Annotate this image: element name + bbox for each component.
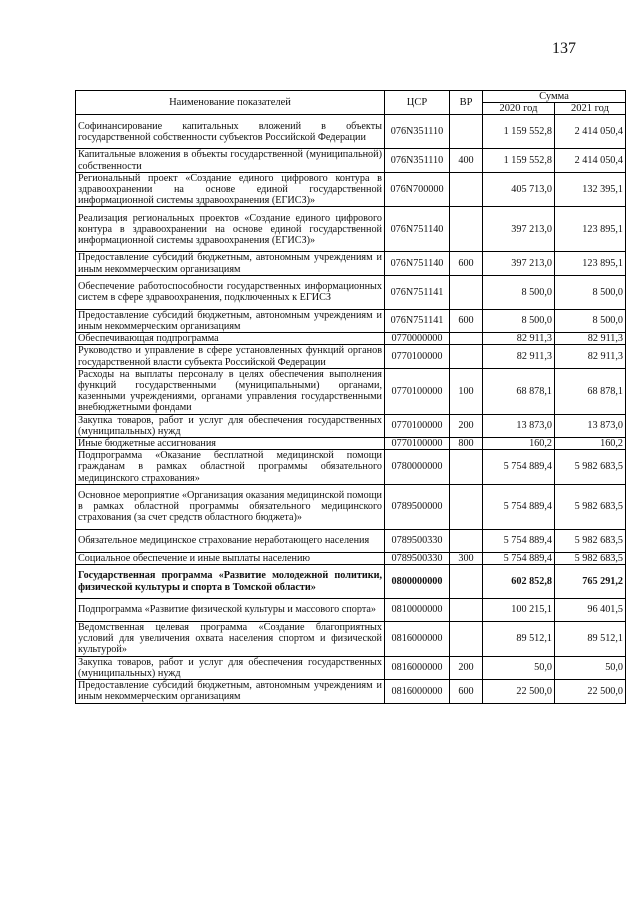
row-2021-value: 96 401,5 — [555, 599, 626, 622]
row-2020-value: 5 754 889,4 — [483, 450, 555, 485]
row-name-cell: Подпрограмма «Развитие физической культуры и массового спорта» — [76, 599, 385, 622]
row-vr-cell — [450, 345, 483, 368]
row-2020-value: 405 713,0 — [483, 172, 555, 207]
header-csr: ЦСР — [385, 91, 450, 115]
row-2020-value: 82 911,3 — [483, 333, 555, 345]
table-row — [76, 333, 626, 345]
row-2020-value: 5 754 889,4 — [483, 529, 555, 552]
row-vr-cell: 800 — [450, 438, 483, 450]
row-2020-value: 160,2 — [483, 438, 555, 450]
row-name-cell: Социальное обеспечение и иные выплаты населению — [76, 552, 385, 564]
row-csr-cell: 0800000000 — [385, 565, 450, 599]
row-2020-value: 100 215,1 — [483, 599, 555, 622]
row-vr-cell: 200 — [450, 414, 483, 437]
row-csr-cell: 0770100000 — [385, 438, 450, 450]
table-row — [76, 275, 626, 309]
row-2021-value: 2 414 050,4 — [555, 149, 626, 172]
row-2020-value: 5 754 889,4 — [483, 484, 555, 529]
table-row — [76, 450, 626, 485]
row-2020-value: 68 878,1 — [483, 368, 555, 414]
row-2020-value: 22 500,0 — [483, 680, 555, 703]
row-name-cell: Иные бюджетные ассигнования — [76, 438, 385, 450]
table-row — [76, 529, 626, 552]
table-row — [76, 552, 626, 564]
row-csr-cell: 0780000000 — [385, 450, 450, 485]
row-vr-cell — [450, 450, 483, 485]
row-name-cell: Капитальные вложения в объекты государственной (муниципальной) собственности — [76, 149, 385, 172]
row-2020-value: 602 852,8 — [483, 565, 555, 599]
row-csr-cell: 0816000000 — [385, 656, 450, 679]
row-vr-cell — [450, 333, 483, 345]
row-csr-cell: 076N700000 — [385, 172, 450, 207]
row-2020-value: 397 213,0 — [483, 207, 555, 252]
row-csr-cell: 0810000000 — [385, 599, 450, 622]
row-2021-value: 5 982 683,5 — [555, 529, 626, 552]
table-row — [76, 680, 626, 703]
row-name-cell: Основное мероприятие «Организация оказания медицинской помощи в рамках областной программы обязательного медицинского страхования (за счет средств областного бюджета)» — [76, 484, 385, 529]
header-vr: ВР — [450, 91, 483, 115]
row-name-cell: Обязательное медицинское страхование неработающего населения — [76, 529, 385, 552]
row-2021-value: 5 982 683,5 — [555, 450, 626, 485]
row-vr-cell — [450, 529, 483, 552]
budget-table — [75, 90, 626, 704]
row-csr-cell: 0770100000 — [385, 345, 450, 368]
row-2021-value: 132 395,1 — [555, 172, 626, 207]
row-vr-cell — [450, 115, 483, 149]
row-name-cell: Предоставление субсидий бюджетным, автономным учреждениям и иным некоммерческим организациям — [76, 252, 385, 275]
row-2020-value: 8 500,0 — [483, 309, 555, 332]
row-csr-cell: 076N751140 — [385, 252, 450, 275]
row-name-cell: Государственная программа «Развитие молодежной политики, физической культуры и спорта в Томской области» — [76, 565, 385, 599]
row-2021-value: 50,0 — [555, 656, 626, 679]
table-body — [76, 115, 626, 703]
row-2021-value: 82 911,3 — [555, 345, 626, 368]
row-2021-value: 13 873,0 — [555, 414, 626, 437]
row-vr-cell — [450, 484, 483, 529]
table-row — [76, 565, 626, 599]
row-2021-value: 123 895,1 — [555, 207, 626, 252]
row-vr-cell — [450, 172, 483, 207]
row-2021-value: 160,2 — [555, 438, 626, 450]
table-row — [76, 368, 626, 414]
row-vr-cell: 100 — [450, 368, 483, 414]
row-2021-value: 68 878,1 — [555, 368, 626, 414]
page-number: 137 — [552, 40, 576, 57]
row-2021-value: 8 500,0 — [555, 309, 626, 332]
row-2020-value: 89 512,1 — [483, 622, 555, 657]
row-name-cell: Предоставление субсидий бюджетным, автономным учреждениям и иным некоммерческим организациям — [76, 309, 385, 332]
row-name-cell: Закупка товаров, работ и услуг для обеспечения государственных (муниципальных) нужд — [76, 656, 385, 679]
row-2021-value: 8 500,0 — [555, 275, 626, 309]
table-row — [76, 599, 626, 622]
row-2020-value: 82 911,3 — [483, 345, 555, 368]
table-row — [76, 438, 626, 450]
header-name: Наименование показателей — [76, 91, 385, 115]
table-row — [76, 414, 626, 437]
table-row — [76, 484, 626, 529]
row-2021-value: 5 982 683,5 — [555, 484, 626, 529]
row-name-cell: Региональный проект «Создание единого цифрового контура в здравоохранении на основе единой государственной информационной системы здравоохранения (ЕГИСЗ)» — [76, 172, 385, 207]
row-2020-value: 13 873,0 — [483, 414, 555, 437]
row-csr-cell: 0770100000 — [385, 368, 450, 414]
row-csr-cell: 0816000000 — [385, 680, 450, 703]
row-2021-value: 765 291,2 — [555, 565, 626, 599]
row-vr-cell — [450, 207, 483, 252]
row-2020-value: 1 159 552,8 — [483, 115, 555, 149]
row-csr-cell: 0770100000 — [385, 414, 450, 437]
table-row — [76, 309, 626, 332]
row-name-cell: Обеспечивающая подпрограмма — [76, 333, 385, 345]
row-vr-cell: 400 — [450, 149, 483, 172]
row-csr-cell: 076N751140 — [385, 207, 450, 252]
row-name-cell: Предоставление субсидий бюджетным, автономным учреждениям и иным некоммерческим организациям — [76, 680, 385, 703]
row-2020-value: 50,0 — [483, 656, 555, 679]
row-2020-value: 1 159 552,8 — [483, 149, 555, 172]
row-2020-value: 5 754 889,4 — [483, 552, 555, 564]
row-csr-cell: 0789500000 — [385, 484, 450, 529]
row-csr-cell: 0816000000 — [385, 622, 450, 657]
row-2021-value: 2 414 050,4 — [555, 115, 626, 149]
row-name-cell: Руководство и управление в сфере установленных функций органов государственной власти субъекта Российской Федерации — [76, 345, 385, 368]
table-row — [76, 115, 626, 149]
row-name-cell: Софинансирование капитальных вложений в объекты государственной собственности субъектов Российской Федерации — [76, 115, 385, 149]
row-name-cell: Закупка товаров, работ и услуг для обеспечения государственных (муниципальных) нужд — [76, 414, 385, 437]
row-csr-cell: 0789500330 — [385, 552, 450, 564]
row-2021-value: 123 895,1 — [555, 252, 626, 275]
row-2021-value: 5 982 683,5 — [555, 552, 626, 564]
header-2020: 2020 год — [483, 103, 555, 115]
table-row — [76, 345, 626, 368]
row-2021-value: 82 911,3 — [555, 333, 626, 345]
row-vr-cell: 600 — [450, 680, 483, 703]
row-2021-value: 22 500,0 — [555, 680, 626, 703]
row-vr-cell: 200 — [450, 656, 483, 679]
row-csr-cell: 0789500330 — [385, 529, 450, 552]
row-vr-cell: 600 — [450, 252, 483, 275]
row-csr-cell: 076N351110 — [385, 149, 450, 172]
header-2021: 2021 год — [555, 103, 626, 115]
table-row — [76, 656, 626, 679]
row-csr-cell: 0770000000 — [385, 333, 450, 345]
row-name-cell: Расходы на выплаты персоналу в целях обеспечения выполнения функций государственными (муниципальными) органами, казенными учреждениями, органами управления государственными внебюджетными фондами — [76, 368, 385, 414]
row-2021-value: 89 512,1 — [555, 622, 626, 657]
row-name-cell: Подпрограмма «Оказание бесплатной медицинской помощи гражданам в рамках областной программы обязательного медицинского страхования» — [76, 450, 385, 485]
row-vr-cell — [450, 565, 483, 599]
row-csr-cell: 076N351110 — [385, 115, 450, 149]
row-2020-value: 397 213,0 — [483, 252, 555, 275]
table-row — [76, 172, 626, 207]
table-row — [76, 252, 626, 275]
row-name-cell: Ведомственная целевая программа «Создание благоприятных условий для увеличения охвата населения спортом и физической культурой» — [76, 622, 385, 657]
header-sum: Сумма — [483, 91, 626, 103]
row-name-cell: Реализация региональных проектов «Создание единого цифрового контура в здравоохранении на основе единой государственной информационной системы здравоохранения (ЕГИСЗ)» — [76, 207, 385, 252]
row-vr-cell — [450, 599, 483, 622]
row-csr-cell: 076N751141 — [385, 309, 450, 332]
row-name-cell: Обеспечение работоспособности государственных информационных систем в сфере здравоохранения, подключенных к ЕГИСЗ — [76, 275, 385, 309]
table-row — [76, 207, 626, 252]
table-row — [76, 149, 626, 172]
row-2020-value: 8 500,0 — [483, 275, 555, 309]
row-csr-cell: 076N751141 — [385, 275, 450, 309]
row-vr-cell — [450, 275, 483, 309]
row-vr-cell — [450, 622, 483, 657]
row-vr-cell: 300 — [450, 552, 483, 564]
row-vr-cell: 600 — [450, 309, 483, 332]
table-row — [76, 622, 626, 657]
